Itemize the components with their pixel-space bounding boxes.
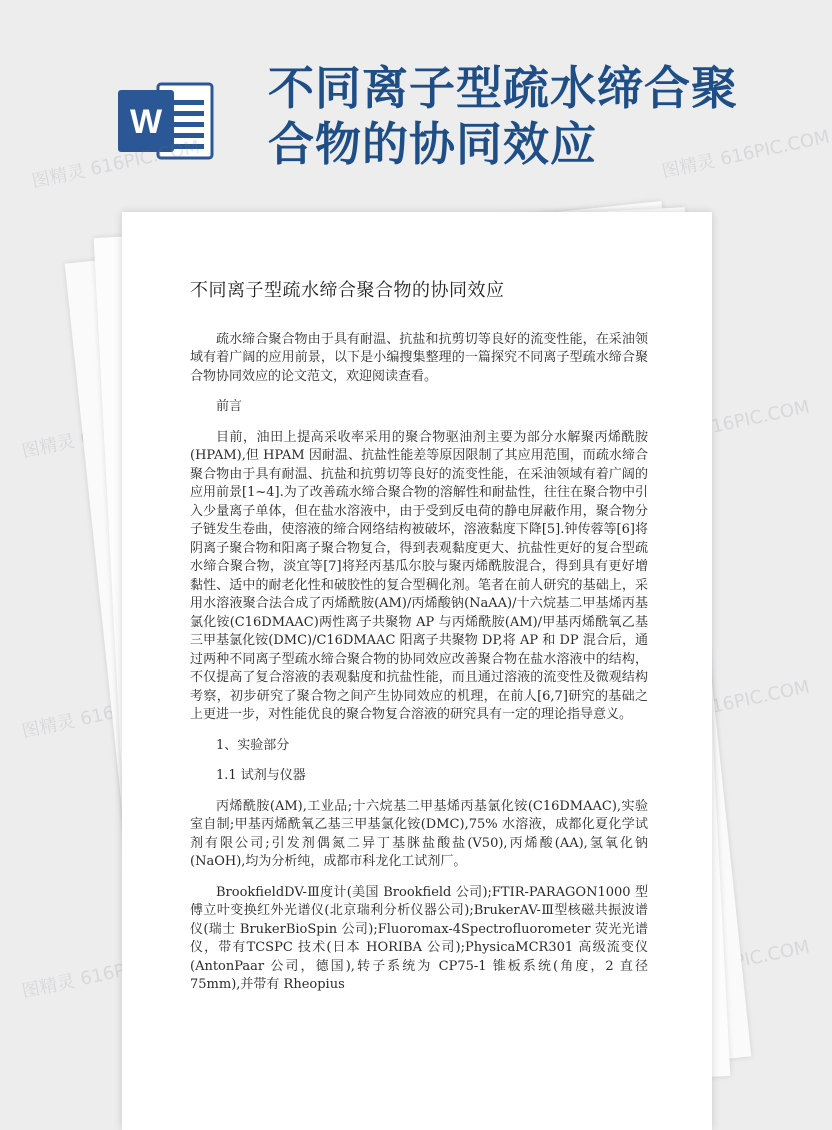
watermark: 616PIC.COM [698,936,812,981]
intro-paragraph: 疏水缔合聚合物由于具有耐温、抗盐和抗剪切等良好的流变性能，在采油领域有着广阔的应用前景，以下是小编搜集整理的一篇探究不同离子型疏水缔合聚合物协同效应的论文范文，欢迎阅读查看。 [190,331,648,384]
watermark: 图精灵 [19,430,78,463]
document-body [190,282,648,1005]
watermark: 图精灵 616PIC.COM [19,686,192,743]
svg-text:W: W [129,103,163,141]
word-document-icon [118,78,216,164]
watermark: 图精灵 616PIC.COM [659,126,832,183]
watermark: 图精灵 616PIC.COM [19,946,192,1003]
watermark: 图精灵 616PIC.COM [29,136,202,193]
reagents-paragraph: 丙烯酰胺(AM),工业品;十六烷基二甲基烯丙基氯化铵(C16DMAAC),实验室自制;甲基丙烯酰氧乙基三甲基氯化铵(DMC),75% 水溶液，成都化夏化学试剂有限公司;引发剂偶氮二异丁基脒盐酸盐(V50),丙烯酸(AA),氢氧化钠(NaOH),均为分析纯，成都市科龙化工试剂厂。 [190,798,648,869]
banner-title: 不同离子型疏水缔合聚合物的协同效应 [268,61,738,171]
preface-heading: 前言 [216,399,243,414]
watermark: 图精灵 616PIC.COM [639,676,812,733]
instruments-paragraph: BrookfieldDV-Ⅲ度计(美国 Brookfield 公司);FTIR-PARAGON1000 型傅立叶变换红外光谱仪(北京瑞利分析仪器公司);BrukerAV-Ⅲ型核磁共振波谱仪(瑞士 BrukerBioSpin 公司);Fluoromax-4Spectrofluorometer 荧光光谱仪，带有TCSPC 技术(日本 HORIBA 公司);PhysicaMCR301 高级流变仪(AntonPaar 公司，德国),转子系统为 CP75-1 锥板系统(角度，2 直径 75mm),并带有 Rheopius [190,884,648,992]
watermark: 图精灵 616PIC.COM [639,396,812,453]
section-1-heading: 1、实验部分 [216,737,290,753]
section-1-1-heading: 1.1 试剂与仪器 [216,768,306,783]
preface-paragraph: 目前，油田上提高采收率采用的聚合物驱油剂主要为部分水解聚丙烯酰胺(HPAM),但 HPAM 因耐温、抗盐性能差等原因限制了其应用范围，而疏水缔合聚合物由于具有耐温、抗盐和抗剪切等良好的流变性能，在采油领域有着广阔的应用前景[1~4].为了改善疏水缔合聚合物的溶解性和耐盐性，往往在聚合物中引入少量离子单体，但在盐水溶液中，由于受到反电荷的静电屏蔽作用，聚合物分子链发生卷曲，使溶液的缔合网络结构被破坏，溶液黏度下降[5].钟传蓉等[6]将阴离子聚合物和阳离子聚合物复合，得到表观黏度更大、抗盐性更好的复合型疏水缔合聚合物，淡宜等[7]将羟丙基瓜尔胶与聚丙烯酰胺混合，得到具有更好增黏性、适中的耐老化性和破胶性的复合型稠化剂。笔者在前人研究的基础上，采用水溶液聚合法合成了丙烯酰胺(AM)/丙烯酸钠(NaAA)/十六烷基二甲基烯丙基氯化铵(C16DMAAC)两性离子共聚物 AP 与丙烯酰胺(AM)/甲基丙烯酰氧乙基三甲基氯化铵(DMC)/C16DMAAC 阳离子共聚物 DP,将 AP 和 DP 混合后，通过两种不同离子型疏水缔合聚合物的协同效应改善聚合物在盐水溶液中的结构，不仅提高了复合溶液的表观黏度和抗盐性能，而且通过溶液的流变性及微观结构考察，初步研究了聚合物之间产生协同效应的机理，在前人[6,7]研究的基础之上更进一步，对性能优良的聚合物复合溶液的研究具有一定的理论指导意义。 [190,429,648,722]
document-title: 不同离子型疏水缔合聚合物的协同效应 [190,280,505,301]
